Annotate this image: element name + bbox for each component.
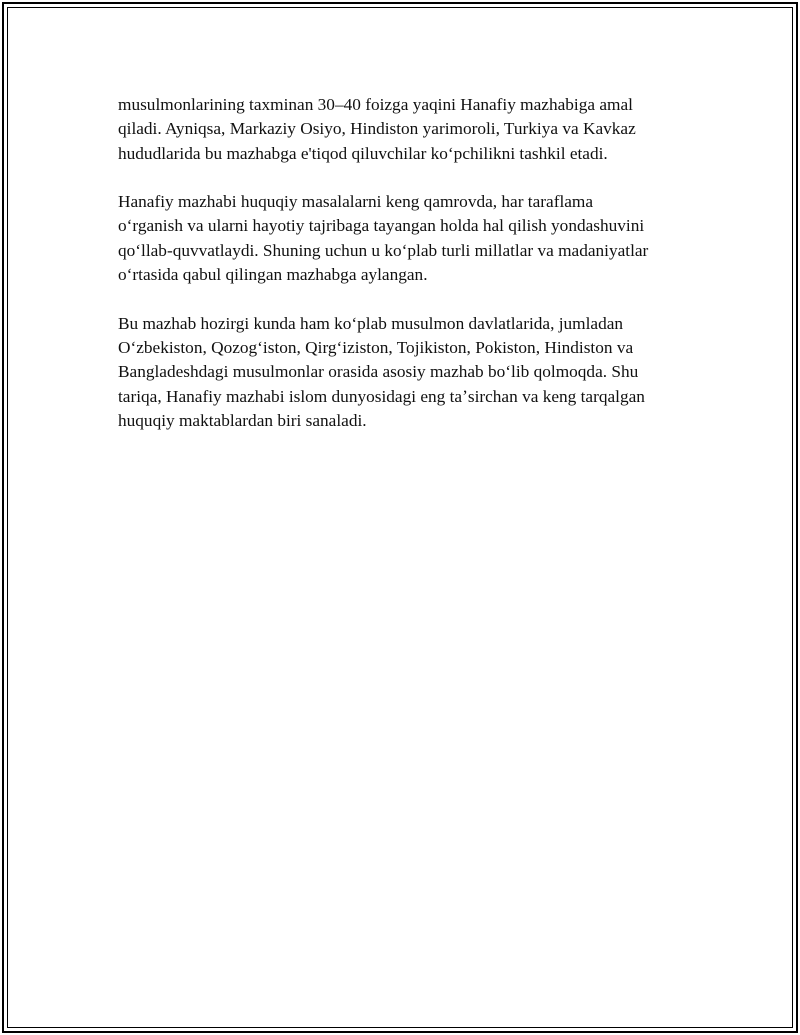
paragraph-3: Bu mazhab hozirgi kunda ham koʻplab musulmon davlatlarida, jumladan Oʻzbekiston, Qozogʻiston, Qirgʻiziston, Tojikiston, Pokiston, Hindiston va Bangladeshdagi musulmonlar orasida asosiy mazhab boʻlib qolmoqda. Shu tariqa, Hanafiy mazhabi islom dunyosidagi eng taʼsirchan va keng tarqalgan huquqiy maktablardan biri sanaladi. xyxy=(118,313,645,430)
paragraph-2: Hanafiy mazhabi huquqiy masalalarni keng qamrovda, har taraflama oʻrganish va ularni hayotiy tajribaga tayangan holda hal qilish yondashuvini qoʻllab-quvvatlaydi. Shuning uchun u koʻplab turli millatlar va madaniyatlar oʻrtasida qabul qilingan mazhabga aylangan. xyxy=(118,192,649,285)
document-body xyxy=(118,93,698,457)
paragraph-1: musulmonlarining taxminan 30–40 foizga yaqini Hanafiy mazhabiga amal qiladi. Ayniqsa, Markaziy Osiyo, Hindiston yarimoroli, Turkiya va Kavkaz hududlarida bu mazhabga e'tiqod qiluvchilar koʻpchilikni tashkil etadi. xyxy=(118,95,636,163)
